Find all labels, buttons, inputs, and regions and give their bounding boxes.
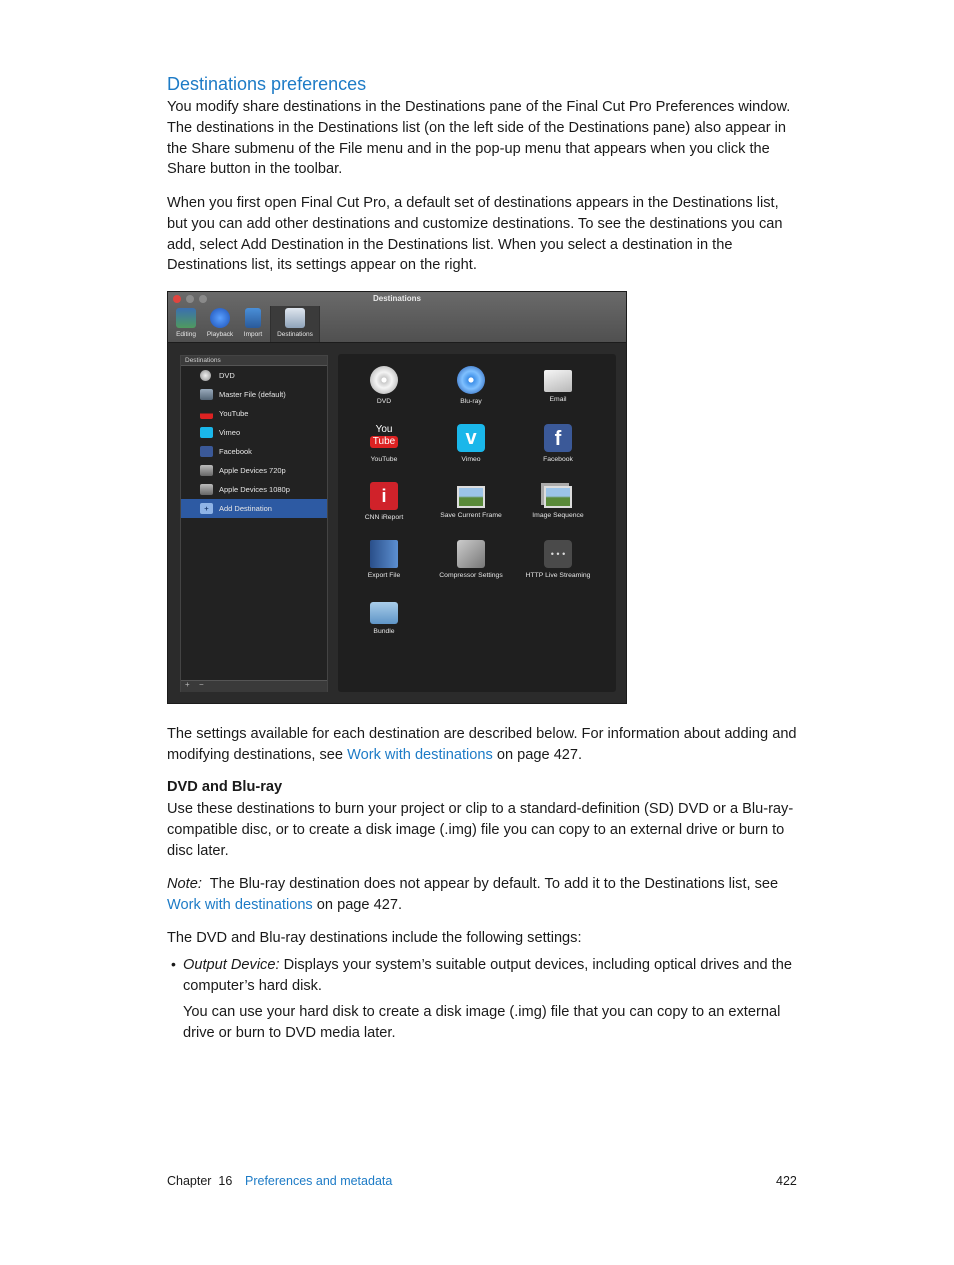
toolbar-playback[interactable]: [203, 306, 237, 340]
window-titlebar: [168, 292, 626, 343]
preferences-window-screenshot: [167, 291, 627, 704]
tile-compressor-settings[interactable]: [428, 540, 514, 596]
toolbar-import-label: Import: [243, 331, 263, 338]
master-file-icon: [200, 389, 213, 400]
tile-export-file[interactable]: [341, 540, 427, 596]
output-device-term: Output Device:: [183, 957, 280, 973]
toolbar-destinations-label: Destinations: [277, 331, 313, 338]
note-label: Note:: [167, 876, 202, 892]
output-device-subtext: You can use your hard disk to create a disk image (.img) file that you can copy to an external drive or burn to DVD media later.: [183, 1004, 781, 1041]
settings-paragraph: [167, 724, 799, 766]
list-item-label: Apple Devices 720p: [219, 466, 286, 475]
tile-label: DVD: [376, 398, 392, 405]
list-item-youtube[interactable]: [181, 404, 327, 423]
footer-page-number: 422: [776, 1174, 797, 1188]
http-streaming-icon: • • •: [544, 540, 572, 568]
dvd-icon: [200, 370, 211, 381]
tile-label: Email: [549, 396, 567, 403]
note-page-ref: on page 427.: [312, 896, 402, 913]
youtube-logo-icon: [370, 424, 398, 452]
list-item-add-destination[interactable]: [181, 499, 327, 518]
vimeo-logo-icon: v: [457, 424, 485, 452]
list-item-master-file[interactable]: [181, 385, 327, 404]
tile-label: YouTube: [370, 456, 398, 463]
toolbar-destinations[interactable]: [270, 306, 320, 342]
email-icon: [544, 370, 572, 392]
footer-chapter: Chapter 16: [167, 1174, 233, 1188]
note-work-with-destinations-link[interactable]: Work with destinations: [167, 896, 313, 913]
work-with-destinations-link[interactable]: Work with destinations: [347, 746, 493, 763]
toolbar-playback-label: Playback: [206, 331, 234, 338]
add-destination-icon: +: [200, 503, 213, 514]
settings-page-ref: on page 427.: [492, 746, 583, 763]
destinations-list: [180, 355, 328, 692]
tile-image-sequence[interactable]: [515, 482, 601, 538]
list-footer-bar: [181, 680, 327, 692]
bluray-disc-icon: [457, 366, 485, 394]
save-frame-icon: [457, 486, 485, 508]
tile-bundle[interactable]: [341, 598, 427, 654]
tile-label: Save Current Frame: [440, 512, 502, 519]
note-text: The Blu-ray destination does not appear by default. To add it to the Destinations list, see: [201, 876, 783, 892]
facebook-icon: [200, 446, 213, 457]
playback-icon: [210, 308, 230, 328]
tile-label: Bundle: [373, 628, 395, 635]
facebook-logo-icon: f: [544, 424, 572, 452]
window-title: Destinations: [372, 294, 421, 303]
list-item-label: Facebook: [219, 447, 252, 456]
cnn-ireport-icon: i: [370, 482, 398, 510]
apple-devices-icon: [200, 484, 213, 495]
tile-email[interactable]: [515, 366, 601, 422]
section-title: Destinations preferences: [167, 74, 367, 94]
toolbar-import[interactable]: [236, 306, 270, 340]
list-item-label: Add Destination: [219, 504, 272, 513]
output-device-bullet: [183, 955, 799, 997]
include-paragraph: The DVD and Blu-ray destinations include the following settings:: [167, 930, 582, 946]
list-item-label: Master File (default): [219, 390, 286, 399]
add-destination-button[interactable]: +: [185, 680, 190, 689]
list-item-label: Apple Devices 1080p: [219, 485, 290, 494]
tile-label: Image Sequence: [532, 512, 584, 519]
tile-label: CNN iReport: [364, 514, 404, 521]
tile-label: HTTP Live Streaming: [525, 572, 591, 579]
list-item-apple-devices-1080p[interactable]: [181, 480, 327, 499]
tile-label: Export File: [367, 572, 401, 579]
youtube-icon: [200, 408, 213, 419]
list-item-dvd[interactable]: [181, 366, 327, 385]
dvd-bluray-subhead: DVD and Blu-ray: [167, 779, 283, 795]
import-icon: [245, 308, 261, 328]
editing-icon: [176, 308, 196, 328]
intro-paragraph-1: You modify share destinations in the Destinations pane of the Final Cut Pro Preferences window. The destinations in the Destinations list (on the left side of the Destinations pane) also appear in the Share submenu of the File menu and in the pop-up menu that appears when you click the Share button in the toolbar.: [167, 99, 791, 178]
list-item-facebook[interactable]: [181, 442, 327, 461]
list-item-label: DVD: [219, 371, 235, 380]
tile-vimeo[interactable]: [428, 424, 514, 480]
bullet-marker: •: [171, 956, 176, 972]
list-item-apple-devices-720p[interactable]: [181, 461, 327, 480]
bundle-folder-icon: [370, 602, 398, 624]
vimeo-icon: [200, 427, 213, 438]
dvd-paragraph: Use these destinations to burn your project or clip to a standard-definition (SD) DVD or a Blu-ray-compatible disc, or to create a disk image (.img) file you can copy to an external drive or burn to disc later.: [167, 801, 794, 859]
youtube-logo-bottom: Tube: [370, 436, 398, 448]
intro-paragraph-2: When you first open Final Cut Pro, a default set of destinations appears in the Destinations list, but you can add other destinations and customize destinations. To see the destinations you can add, select Add Destination in the Destinations list. When you select a destination in the Destinations list, its settings appear on the right.: [167, 195, 783, 274]
settings-text: The settings available for each destination are described below. For information about adding and modifying destinations, see: [167, 726, 797, 763]
tile-dvd[interactable]: [341, 366, 427, 422]
tile-label: Vimeo: [461, 456, 481, 463]
compressor-icon: [457, 540, 485, 568]
image-sequence-icon: [544, 486, 572, 508]
list-item-label: Vimeo: [219, 428, 241, 437]
tile-label: Blu-ray: [460, 398, 482, 405]
toolbar-editing-label: Editing: [176, 331, 196, 338]
tile-http-live-streaming[interactable]: [515, 540, 601, 596]
destination-templates-grid: [338, 354, 616, 692]
destinations-list-header: Destinations: [181, 356, 327, 366]
tile-label: Compressor Settings: [439, 572, 503, 579]
tile-cnn-ireport[interactable]: [341, 482, 427, 538]
apple-devices-icon: [200, 465, 213, 476]
tile-bluray[interactable]: [428, 366, 514, 422]
tile-youtube[interactable]: [341, 424, 427, 480]
footer-chapter-title[interactable]: Preferences and metadata: [245, 1174, 393, 1188]
toolbar-editing[interactable]: [169, 306, 203, 340]
export-file-icon: [370, 540, 398, 568]
tile-label: Facebook: [543, 456, 573, 463]
remove-destination-button[interactable]: −: [199, 680, 204, 689]
destinations-icon: [285, 308, 305, 328]
note-paragraph: [167, 874, 799, 916]
dvd-disc-icon: [370, 366, 398, 394]
list-item-label: YouTube: [219, 409, 249, 418]
output-device-text: Displays your system’s suitable output devices, including optical drives and the computer’s hard disk.: [183, 957, 792, 994]
tile-save-current-frame[interactable]: [428, 482, 514, 538]
youtube-logo-top: You: [375, 424, 393, 435]
list-item-vimeo[interactable]: [181, 423, 327, 442]
tile-facebook[interactable]: [515, 424, 601, 480]
